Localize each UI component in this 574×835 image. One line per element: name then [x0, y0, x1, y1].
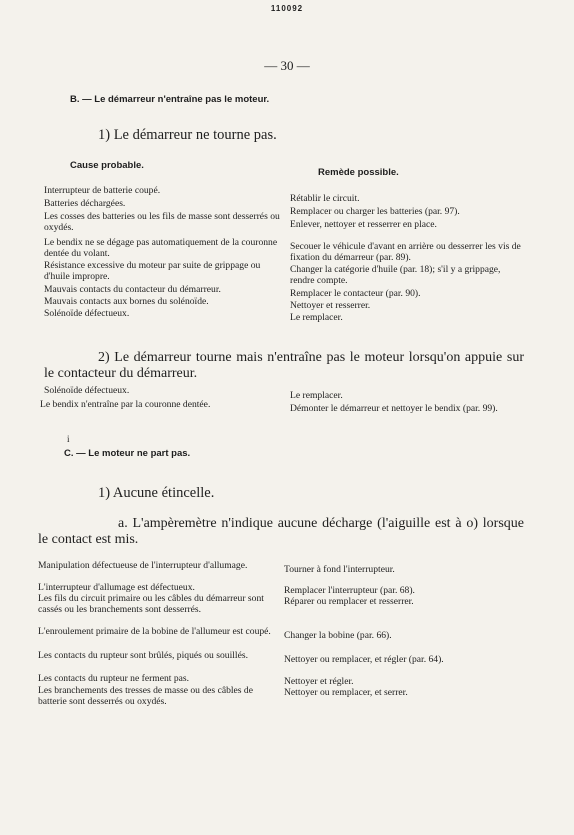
remedy-cell: Remplacer l'interrupteur (par. 68). — [284, 585, 415, 596]
cause-cell: Solénoïde défectueux. — [44, 385, 130, 396]
remedy-cell: Enlever, nettoyer et resserrer en place. — [290, 219, 437, 230]
remedy-cell: Rétablir le circuit. — [290, 193, 360, 204]
section-b-heading: B. — Le démarreur n'entraîne pas le moteur. — [70, 94, 270, 105]
remedy-cell: Le remplacer. — [290, 312, 343, 323]
remedy-cell: Démonter le démarreur et nettoyer le bendix (par. 99). — [290, 403, 498, 414]
remedy-cell: Secouer le véhicule d'avant en arrière ou desserrer les vis de fixation du démarreur (par. 89). — [290, 241, 521, 263]
cause-cell: Les contacts du rupteur sont brûlés, piqués ou souillés. — [38, 650, 248, 661]
page-number: — 30 — — [264, 58, 310, 73]
remedy-cell: Changer la bobine (par. 66). — [284, 630, 392, 641]
cause-cell: Mauvais contacts aux bornes du solénoïde. — [44, 296, 209, 307]
document-number: 110092 — [270, 4, 304, 13]
section-c-heading: C. — Le moteur ne part pas. — [64, 448, 191, 459]
remedy-cell: Remplacer ou charger les batteries (par. 97). — [290, 206, 460, 217]
cause-cell: L'interrupteur d'allumage est défectueux. — [38, 582, 195, 593]
cause-cell: Le bendix n'entraîne par la couronne dentée. — [40, 399, 211, 410]
remedy-cell: Nettoyer et resserrer. — [290, 300, 371, 311]
cause-cell: Solénoïde défectueux. — [44, 308, 130, 319]
cause-cell: Le bendix ne se dégage pas automatiquement de la couronne dentée du volant. — [44, 237, 278, 259]
section-c-subheading-1: 1) Aucune étincelle. — [98, 485, 215, 501]
cause-cell: Les cosses des batteries ou les fils de masse sont desserrés ou oxydés. — [44, 211, 280, 233]
remedy-cell: Nettoyer et régler. — [284, 676, 354, 687]
section-b-subheading-2: 2) Le démarreur tourne mais n'entraîne pas le moteur lorsqu'on appuie sur le contacteur du démarreur. — [44, 350, 524, 381]
remedy-cell: Nettoyer ou remplacer, et serrer. — [284, 687, 408, 698]
cause-cell: L'enroulement primaire de la bobine de l'allumeur est coupé. — [38, 626, 271, 637]
cause-cell: Interrupteur de batterie coupé. — [44, 185, 161, 196]
remedy-cell: Remplacer le contacteur (par. 90). — [290, 288, 421, 299]
remedy-cell: Réparer ou remplacer et resserrer. — [284, 596, 414, 607]
cause-cell: Résistance excessive du moteur par suite de grippage ou d'huile impropre. — [44, 260, 261, 282]
remedy-cell: Tourner à fond l'interrupteur. — [284, 564, 395, 575]
section-b-subheading-1: 1) Le démarreur ne tourne pas. — [98, 127, 277, 143]
remedy-cell: Nettoyer ou remplacer, et régler (par. 64). — [284, 654, 444, 665]
remedy-cell: Le remplacer. — [290, 390, 343, 401]
remedy-cell: Changer la catégorie d'huile (par. 18); s'il y a grippage, rendre compte. — [290, 264, 501, 286]
section-c-para-a: a. L'ampèremètre n'indique aucune décharge (l'aiguille est à o) lorsque le contact est mis. — [38, 516, 524, 547]
cause-column-header: Cause probable. — [70, 160, 144, 171]
remedy-column-header: Remède possible. — [318, 167, 399, 178]
stray-mark: i — [67, 434, 70, 444]
cause-cell: Les fils du circuit primaire ou les câbles du démarreur sont cassés ou les branchements sont desserrés. — [38, 593, 264, 615]
cause-cell: Les branchements des tresses de masse ou des câbles de batterie sont desserrés ou oxydés. — [38, 685, 253, 707]
cause-cell: Les contacts du rupteur ne ferment pas. — [38, 673, 190, 684]
cause-cell: Manipulation défectueuse de l'interrupteur d'allumage. — [38, 560, 248, 571]
cause-cell: Mauvais contacts du contacteur du démarreur. — [44, 284, 221, 295]
cause-cell: Batteries déchargées. — [44, 198, 126, 209]
